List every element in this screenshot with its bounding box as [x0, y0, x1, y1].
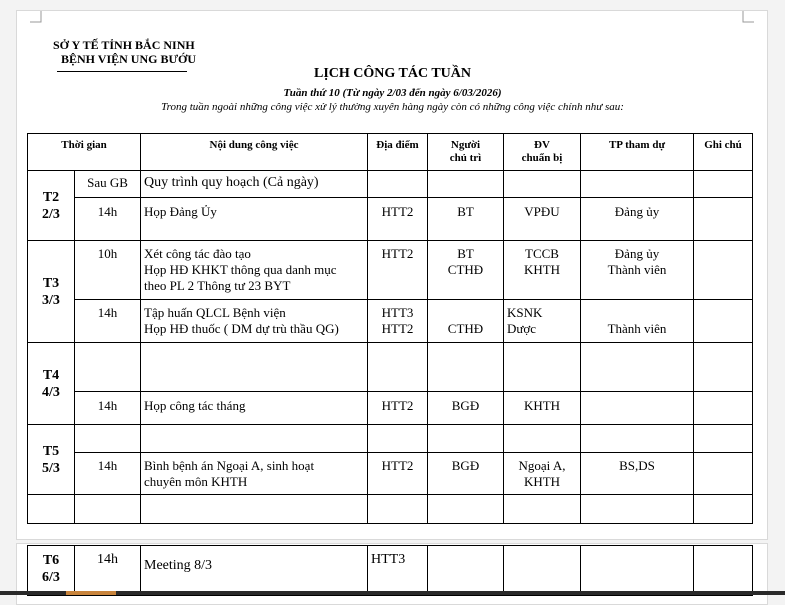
header-notes: Ghi chú	[694, 134, 753, 171]
schedule-table-continued	[27, 545, 753, 596]
time-cell: 14h	[75, 198, 141, 241]
table-row	[28, 343, 753, 392]
page-title: LỊCH CÔNG TÁC TUẦN	[313, 66, 471, 81]
day-name: T2	[42, 189, 60, 205]
prep-cell	[504, 453, 581, 495]
day-name: T3	[42, 275, 60, 291]
prep-cell: KHTH	[504, 392, 581, 425]
day-date: 6/3	[42, 570, 60, 585]
time-cell: 10h	[75, 241, 141, 300]
header-location: Địa điểm	[368, 134, 428, 171]
day-date: 2/3	[42, 206, 60, 222]
header-content: Nội dung công việc	[141, 134, 368, 171]
participants-cell: Đảng ủy	[581, 198, 694, 241]
intro-note: Trong tuần ngoài những công việc xử lý thường xuyên hàng ngày còn có những công việc chính như sau:	[161, 101, 624, 113]
prep-cell: VPĐU	[504, 198, 581, 241]
chair-line: CTHĐ	[447, 262, 484, 277]
header-prep-line2: chuẩn bị	[521, 152, 563, 164]
table-row	[28, 425, 753, 453]
taskbar-strip	[0, 591, 785, 595]
prep-line: KHTH	[523, 474, 561, 489]
day-cell-t6	[28, 546, 75, 596]
day-cell-t3	[28, 241, 75, 343]
participants-cell: Thành viên	[581, 300, 694, 343]
chair-cell: BGĐ	[428, 392, 504, 425]
prep-line: Ngoại A,	[518, 458, 566, 473]
content-line: theo PL 2 Thông tư 23 BYT	[144, 278, 291, 293]
taskbar-accent	[66, 591, 116, 595]
day-cell-t4	[28, 343, 75, 425]
chair-cell: BGĐ	[428, 453, 504, 495]
header-chair	[428, 134, 504, 171]
participants-cell	[581, 241, 694, 300]
org-line-1: SỞ Y TẾ TỈNH BẮC NINH	[53, 38, 195, 52]
prep-line: KHTH	[523, 262, 561, 277]
table-header-row	[28, 134, 753, 171]
location-cell: HTT2	[368, 453, 428, 495]
chair-cell: BT	[428, 198, 504, 241]
table-row	[28, 392, 753, 425]
time-cell: 14h	[75, 453, 141, 495]
day-name: T6	[42, 553, 60, 568]
location-line: HTT2	[381, 321, 414, 336]
crop-mark-icon	[742, 11, 754, 23]
participants-cell: BS,DS	[581, 453, 694, 495]
location-cell: HTT2	[368, 241, 428, 300]
content-cell	[141, 241, 368, 300]
header-prep	[504, 134, 581, 171]
day-date: 3/3	[42, 292, 60, 308]
content-cell: Quy trình quy hoạch (Cả ngày)	[141, 171, 368, 198]
header-chair-line2: chủ trì	[449, 152, 482, 164]
chair-line: BT	[457, 246, 474, 261]
chair-cell	[428, 241, 504, 300]
location-cell: HTT3	[368, 546, 428, 596]
time-cell: Sau GB	[75, 171, 141, 198]
header-time: Thời gian	[28, 134, 141, 171]
chair-cell: CTHĐ	[428, 300, 504, 343]
organization-block	[53, 38, 196, 66]
content-cell: Meeting 8/3	[141, 546, 368, 596]
participants-line: Thành viên	[607, 262, 667, 277]
content-cell: Họp công tác tháng	[141, 392, 368, 425]
prep-cell	[504, 300, 581, 343]
week-subtitle: Tuần thứ 10 (Từ ngày 2/03 đến ngày 6/03/2026)	[283, 87, 502, 99]
prep-line: Dược	[507, 321, 537, 336]
table-row	[28, 453, 753, 495]
header-participants: TP tham dự	[581, 134, 694, 171]
header-prep-line1: ĐV	[534, 139, 550, 151]
content-line: Tập huấn QLCL Bệnh viện	[144, 305, 286, 320]
participants-line: Đảng ủy	[614, 246, 660, 261]
prep-cell	[504, 241, 581, 300]
location-line: HTT3	[381, 305, 414, 320]
day-name: T5	[42, 443, 60, 459]
content-line: Họp HĐ thuốc ( DM dự trù thầu QG)	[144, 321, 339, 336]
table-row	[28, 495, 753, 524]
day-date: 4/3	[42, 384, 60, 400]
table-row	[28, 241, 753, 300]
day-cell-t2	[28, 171, 75, 241]
prep-line: TCCB	[525, 246, 559, 261]
table-row	[28, 300, 753, 343]
day-cell-t5	[28, 425, 75, 495]
prep-line: KSNK	[507, 305, 543, 320]
content-line: Bình bệnh án Ngoại A, sinh hoạt	[144, 458, 315, 473]
location-cell: HTT2	[368, 392, 428, 425]
day-date: 5/3	[42, 460, 60, 476]
crop-mark-icon	[30, 11, 42, 23]
table-row	[28, 171, 753, 198]
content-line: Xét công tác đào tạo	[144, 246, 251, 261]
table-row	[28, 198, 753, 241]
time-cell: 14h	[75, 392, 141, 425]
content-cell: Họp Đảng Ủy	[141, 198, 368, 241]
content-cell	[141, 453, 368, 495]
location-cell	[368, 300, 428, 343]
location-cell: HTT2	[368, 198, 428, 241]
header-chair-line1: Người	[450, 139, 481, 151]
time-cell: 14h	[75, 546, 141, 596]
content-cell	[141, 300, 368, 343]
content-line: chuyên môn KHTH	[144, 474, 248, 489]
time-cell: 14h	[75, 300, 141, 343]
org-line-2: BỆNH VIỆN UNG BƯỚU	[61, 52, 197, 66]
day-name: T4	[42, 367, 60, 383]
table-row	[28, 546, 753, 596]
schedule-table	[27, 133, 753, 524]
content-line: Họp HĐ KHKT thông qua danh mục	[144, 262, 337, 277]
